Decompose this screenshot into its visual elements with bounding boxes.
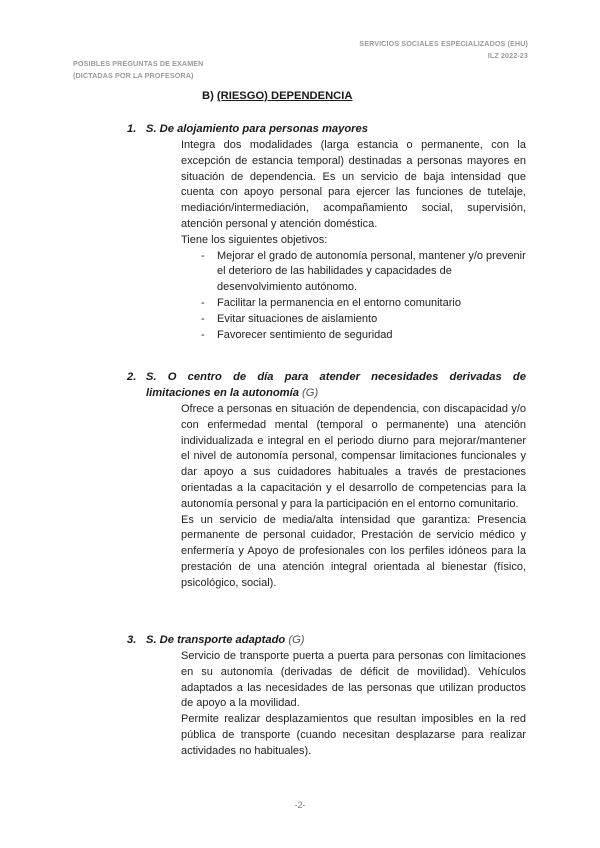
item-1-title: S. De alojamiento para personas mayores xyxy=(146,123,368,135)
course-name: SERVICIOS SOCIALES ESPECIALIZADOS (EHU) xyxy=(359,39,528,48)
item-2-paragraph-2: Es un servicio de media/alta intensidad que garantiza: Presencia permanente de personal cuidador, Prestación de servicio médico y enfermería y Apoyo de profesionales con los perfiles idóneos para la prestación de una atención integral orientada al bienestar (físico, psicológico, social). xyxy=(181,513,526,589)
item-3-title: S. De transporte adaptado xyxy=(146,634,286,646)
section-title xyxy=(202,90,352,102)
item-2-title-line-1: S. O centro de día para atender necesidades derivadas de xyxy=(146,371,526,383)
item-3-paragraph-1: Servicio de transporte puerta a puerta para personas con limitaciones en su autonomía (derivadas de déficit de movilidad). Vehículos adaptados a las necesidades de las personas que utilizan productos de apoyo a la movilidad. xyxy=(181,650,526,710)
item-3-paragraph-2: Permite realizar desplazamientos que resultan imposibles en la red pública de transporte (cuando necesitan desplazarse para realizar actividades no habituales). xyxy=(181,713,526,757)
item-1-number: 1. xyxy=(127,123,137,135)
item-2-paragraph-1: Ofrece a personas en situación de dependencia, con discapacidad y/o con enfermedad mental (temporal o permanente) una atención individualizada e integral en el periodo diurno para mejorar/mantener el nivel de autonomía personal, compensar limitaciones funcionales y dar apoyo a sus cuidadores habituales a través de prestaciones orientadas a la capacitación y el desarrollo de competencias para la autonomía personal y para la participación en el entorno comunitario. xyxy=(181,403,526,510)
dash-bullet-icon: - xyxy=(201,328,205,341)
item-2-number: 2. xyxy=(127,371,137,383)
doc-subtitle-note: (DICTADAS POR LA PROFESORA) xyxy=(73,70,194,80)
item-3-heading xyxy=(127,633,305,649)
list-item: - Evitar situaciones de aislamiento xyxy=(201,312,526,328)
item-2-tag: (G) xyxy=(302,386,319,399)
page-number: -2- xyxy=(294,800,306,810)
section-name: (RIESGO) DEPENDENCIA xyxy=(216,90,353,102)
item-2-heading xyxy=(127,370,526,402)
dash-bullet-icon: - xyxy=(201,312,205,325)
item-1-objectives-list xyxy=(201,249,526,344)
item-1-paragraph-1: Integra dos modalidades (larga estancia o permanente, con la excepción de estancia temporal) destinadas a personas mayores en situación de dependencia. Es un servicio de baja intensidad que cuenta con apoyo personal para ejercer las funciones de tutelaje, mediación/intermediación, acompañamiento social, supervisión, atención personal y atención doméstica. xyxy=(181,139,526,230)
dash-bullet-icon: - xyxy=(201,249,205,262)
academic-year: ILZ 2022-23 xyxy=(487,51,528,60)
item-2-title-line-2: limitaciones en la autonomía xyxy=(146,386,299,399)
document-header-left xyxy=(73,58,203,81)
item-3-body xyxy=(181,649,526,760)
item-1-heading xyxy=(127,122,368,138)
item-2-body xyxy=(181,402,526,592)
item-1-objectives-intro: Tiene los siguientes objetivos: xyxy=(181,233,328,246)
item-3-number: 3. xyxy=(127,634,137,646)
list-item: - Mejorar el grado de autonomía personal, mantener y/o prevenir el deterioro de las habilidades y capacidades de desenvolvimiento autónomo. xyxy=(201,249,526,294)
list-item: - Favorecer sentimiento de seguridad xyxy=(201,328,526,344)
item-1-body xyxy=(181,138,526,343)
dash-bullet-icon: - xyxy=(201,296,205,309)
section-letter: B) xyxy=(202,90,214,102)
doc-subtitle: POSIBLES PREGUNTAS DE EXAMEN xyxy=(73,59,204,68)
list-item: - Facilitar la permanencia en el entorno comunitario xyxy=(201,296,526,312)
item-3-tag: (G) xyxy=(288,634,305,646)
document-header-right xyxy=(359,38,528,62)
